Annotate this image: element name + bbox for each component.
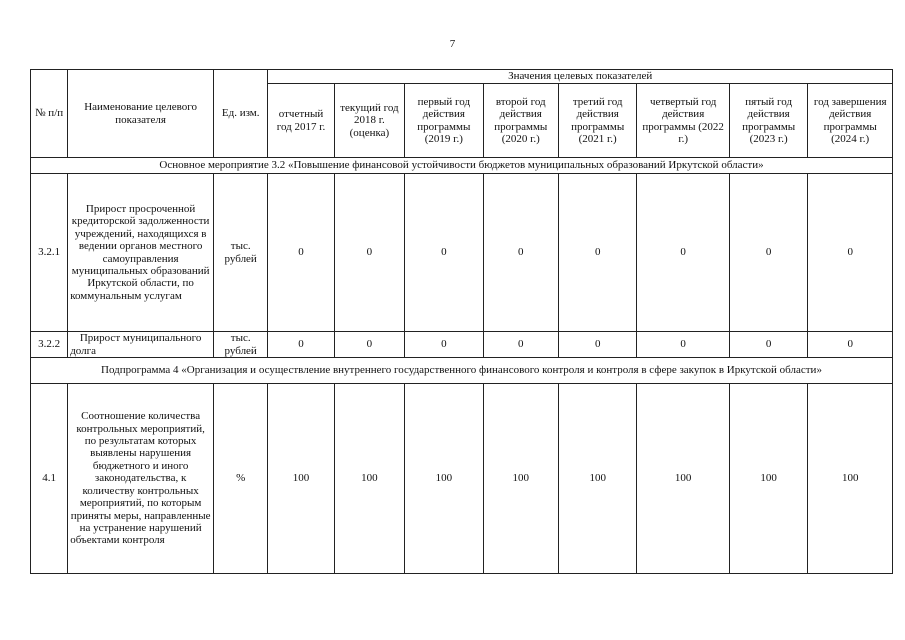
- header-row-top: [31, 70, 893, 84]
- row-name: Прирост муниципального долга: [68, 332, 214, 358]
- row-value: 0: [808, 174, 893, 332]
- row-value: 0: [483, 174, 558, 332]
- table-row: [31, 332, 893, 358]
- row-value: 100: [729, 384, 807, 574]
- row-name: Соотношение количества контрольных мероприятий, по результатам которых выявлены нарушения бюджетного и иного законодательства, к количеству контрольных мероприятий, по которым приняты меры, направленные на устранение нарушений объектами контроля: [68, 384, 214, 574]
- row-value: 100: [405, 384, 483, 574]
- header-year: четвертый год действия программы (2022 г.): [637, 84, 730, 158]
- table-row: [31, 384, 893, 574]
- header-unit: Ед. изм.: [214, 70, 268, 158]
- header-year: текущий год 2018 г. (оценка): [334, 84, 404, 158]
- row-value: 0: [558, 174, 636, 332]
- row-value: 0: [334, 332, 404, 358]
- row-num: 4.1: [31, 384, 68, 574]
- row-value: 100: [808, 384, 893, 574]
- row-num: 3.2.2: [31, 332, 68, 358]
- header-year: первый год действия программы (2019 г.): [405, 84, 483, 158]
- row-value: 100: [637, 384, 730, 574]
- row-value: 0: [405, 174, 483, 332]
- header-group-title: Значения целевых показателей: [268, 70, 893, 84]
- header-year: пятый год действия программы (2023 г.): [729, 84, 807, 158]
- row-value: 0: [808, 332, 893, 358]
- row-value: 0: [637, 332, 730, 358]
- row-unit: %: [214, 384, 268, 574]
- row-unit: тыс. рублей: [214, 174, 268, 332]
- section-title: Основное мероприятие 3.2 «Повышение финансовой устойчивости бюджетов муниципальных образований Иркутской области»: [31, 158, 893, 174]
- header-year: отчетный год 2017 г.: [268, 84, 334, 158]
- row-value: 0: [268, 174, 334, 332]
- section-row: [31, 358, 893, 384]
- row-name: Прирост просроченной кредиторской задолженности учреждений, находящихся в ведении органов местного самоуправления муниципальных образований Иркутской области, по коммунальным услугам: [68, 174, 214, 332]
- row-value: 0: [334, 174, 404, 332]
- row-value: 100: [268, 384, 334, 574]
- row-value: 0: [268, 332, 334, 358]
- row-value: 0: [558, 332, 636, 358]
- page-number: 7: [449, 38, 456, 50]
- row-value: 100: [483, 384, 558, 574]
- row-value: 0: [637, 174, 730, 332]
- row-unit: тыс. рублей: [214, 332, 268, 358]
- table-row: [31, 174, 893, 332]
- row-value: 0: [729, 332, 807, 358]
- section-title: Подпрограмма 4 «Организация и осуществление внутреннего государственного финансового контроля и контроля в сфере закупок в Иркутской области»: [31, 358, 893, 384]
- section-row: [31, 158, 893, 174]
- header-year: третий год действия программы (2021 г.): [558, 84, 636, 158]
- row-value: 100: [558, 384, 636, 574]
- header-year: второй год действия программы (2020 г.): [483, 84, 558, 158]
- header-name: Наименование целевого показателя: [68, 70, 214, 158]
- row-num: 3.2.1: [31, 174, 68, 332]
- indicators-table: [30, 69, 893, 574]
- row-value: 0: [405, 332, 483, 358]
- row-value: 0: [483, 332, 558, 358]
- header-num: № п/п: [31, 70, 68, 158]
- row-value: 100: [334, 384, 404, 574]
- row-value: 0: [729, 174, 807, 332]
- header-year: год завершения действия программы (2024 г.): [808, 84, 893, 158]
